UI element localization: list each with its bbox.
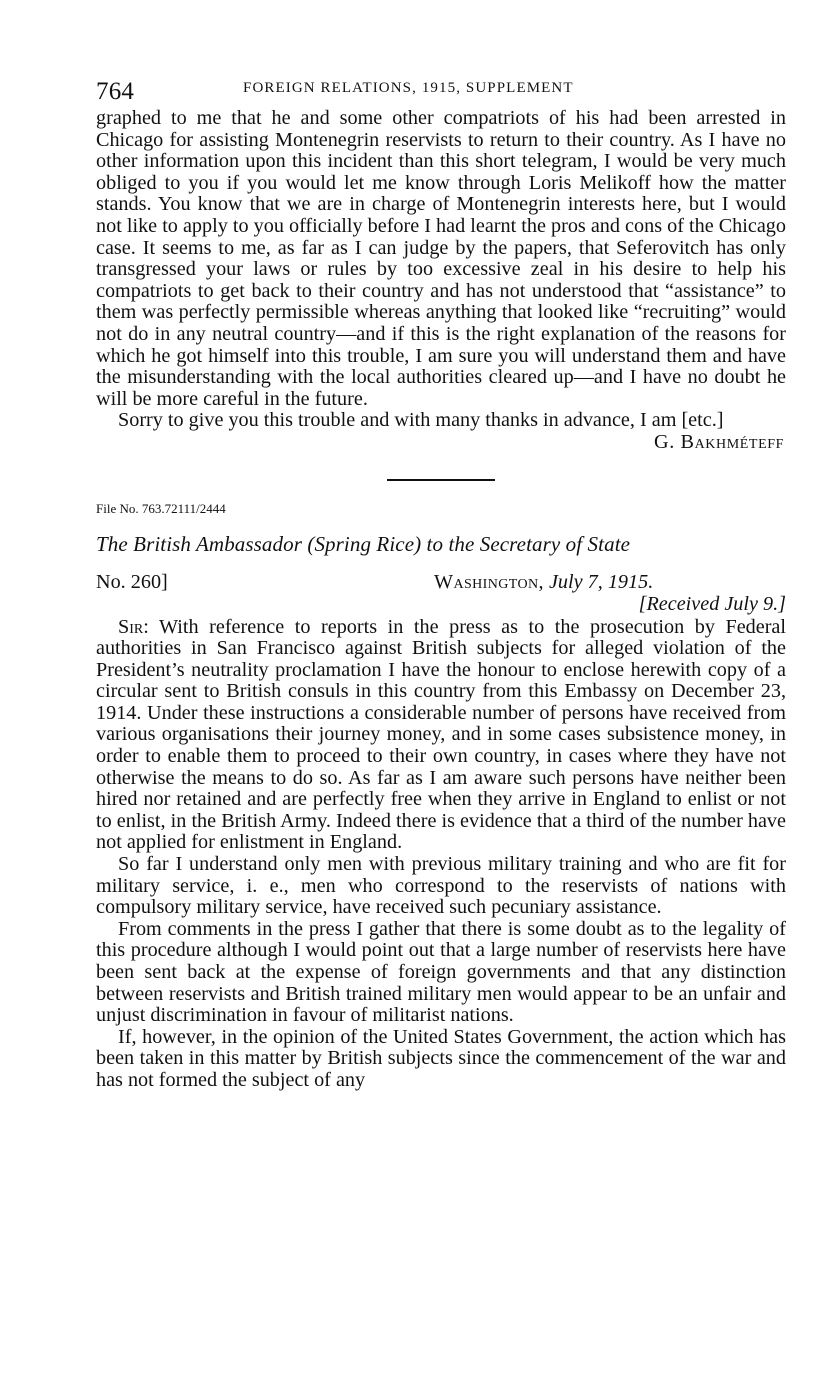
document-page — [96, 74, 786, 1092]
signature: G. Bakhméteff — [654, 430, 784, 453]
place-and-date — [434, 571, 653, 594]
document-number: No. 260] — [96, 570, 168, 593]
dateline — [96, 571, 786, 615]
running-head: FOREIGN RELATIONS, 1915, SUPPLEMENT — [243, 80, 574, 96]
file-number: File No. 763.72111/2444 — [96, 500, 226, 516]
body-paragraph: graphed to me that he and some other compatriots of his had been arrested in Chicago for assisting Montenegrin reservists to return to their country. As I have no other information upon this incident than this short telegram, I would be very much obliged to you if you would let me know through Loris Melikoff how the matter stands. You know that we are in charge of Montenegrin interests here, but I would not like to apply to you officially before I had learnt the pros and cons of the Chicago case. It seems to me, as far as I can judge by the papers, that Seferovitch has only transgressed your laws or rules by too excessive zeal in his desire to help his compatriots to get back to their country and has not understood that “assistance” to them was perfectly permissible whereas anything that looked like “recruiting” would not do in any neutral country—and if this is the right explanation of the reasons for which he got himself into this trouble, I am sure you will understand them and have the misunderstanding with the local authorities cleared up—and I have no doubt he will be more careful in the future. — [96, 107, 786, 410]
place: Washington, — [434, 570, 544, 593]
section-divider — [387, 479, 495, 481]
body-paragraph: So far I understand only men with previous military training and who are fit for military service, i. e., men who correspond to the reservists of nations with compulsory military service, have received such pecuniary assistance. — [96, 853, 786, 919]
body-paragraph: If, however, in the opinion of the United States Government, the action which has been taken in this matter by British subjects since the commencement of the war and has not formed the subject of any — [96, 1025, 786, 1091]
page-number: 764 — [96, 78, 135, 105]
letter-spring-rice — [96, 617, 786, 1092]
salutation: Sir: — [118, 615, 149, 638]
page-header — [96, 74, 786, 108]
date: July 7, 1915. — [548, 570, 654, 593]
body-paragraph: From comments in the press I gather that there is some doubt as to the legality of this procedure although I would point out that a large number of reservists here have been sent back at the expense of foreign governments and that any distinction between reservists and British trained military men would appear to be an unfair and unjust discrimination in favour of militarist nations. — [96, 917, 786, 1027]
closing-paragraph: Sorry to give you this trouble and with many thanks in advance, I am [etc.] — [118, 409, 724, 432]
document-title: The British Ambassador (Spring Rice) to the Secretary of State — [96, 531, 631, 556]
body-paragraph — [96, 617, 786, 855]
paragraph-text: With reference to reports in the press as to the prosecution by Federal authorities in San Francisco against British subjects for alleged violation of the President’s neutrality proclamation I have the honour to enclose herewith copy of a circular sent to British consuls in this country from this Embassy on December 23, 1914. Under these instructions a considerable number of persons have received from various organisations their journey money, and in some cases subsistence money, in order to enable them to proceed to their own country, in cases where they have not otherwise the means to do so. As far as I am aware such persons have neither been hired nor retained and are perfectly free when they arrive in England to enlist or not to enlist, in the British Army. Indeed there is evidence that a third of the number have not applied for enlistment in England. — [96, 615, 787, 854]
received-date: [Received July 9.] — [638, 592, 786, 615]
letter-bakhmeteff — [96, 108, 786, 454]
